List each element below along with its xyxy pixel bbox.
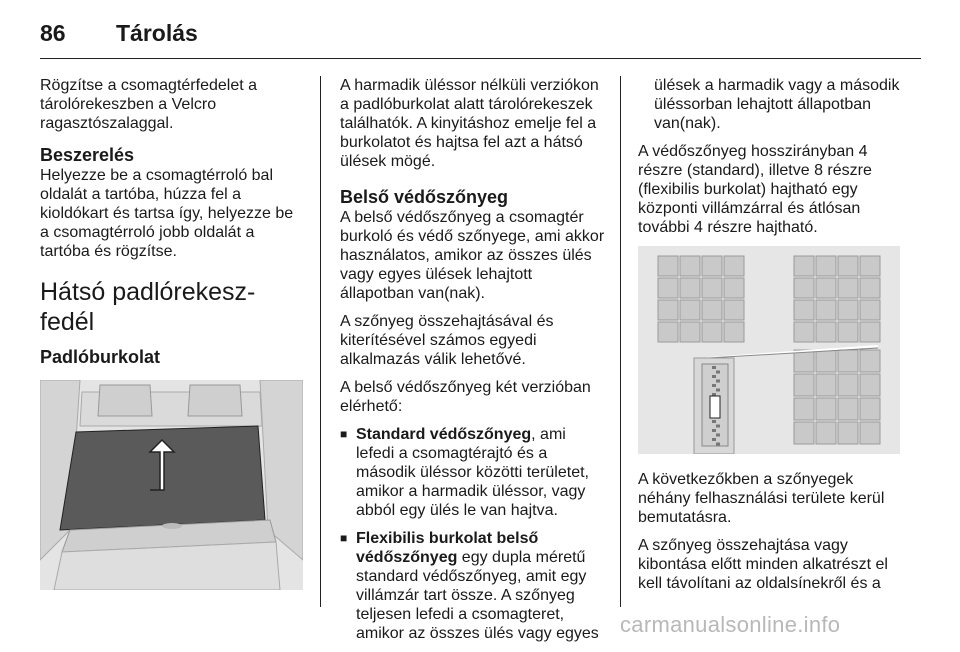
mat-panel xyxy=(860,322,880,342)
mat-panel xyxy=(724,256,744,276)
section-text: Helyezze be a csomagtérroló bal oldalát a tartóba, húzza fel a kioldókart és tartsa így, helyezze be a csomagtérroló jobb oldalát a tartóba és rögzítse. xyxy=(40,167,294,260)
mat-panel xyxy=(838,398,858,420)
zipper-tooth xyxy=(716,443,720,446)
mat-panel xyxy=(794,278,814,298)
heading-protective-mat: Belső védőszőnyeg xyxy=(340,187,509,207)
mat-illustration xyxy=(638,246,900,454)
zipper-tooth xyxy=(716,425,720,428)
zipper-tooth xyxy=(716,434,720,437)
bullet-standard-mat xyxy=(340,425,606,520)
mat-panel xyxy=(702,300,722,320)
paragraph-removal: A szőnyeg összehajtása vagy kibontása előtt minden alkatrészt el kell távolítani az oldalsínekről és a xyxy=(638,537,888,592)
paragraph-continued: ülések a harmadik vagy a második üléssorban lehajtott állapotban van(nak). xyxy=(654,77,900,132)
mat-panel xyxy=(702,322,722,342)
bullet-flexible-mat xyxy=(340,529,606,643)
header-divider xyxy=(40,58,921,59)
zipper-tooth xyxy=(712,366,716,369)
mat-panel xyxy=(860,374,880,396)
mat-panel xyxy=(794,350,814,372)
mat-panel xyxy=(794,256,814,276)
zipper-tooth xyxy=(712,438,716,441)
mat-panel xyxy=(658,322,678,342)
page-header xyxy=(40,14,920,54)
paragraph-mat-folding: A szőnyeg összehajtásával és kiterítésével számos egyedi alkalmazás válik lehetővé. xyxy=(340,313,554,368)
column-3 xyxy=(638,76,904,602)
mat-panel xyxy=(816,350,836,372)
mat-panel xyxy=(794,398,814,420)
mat-panel xyxy=(702,256,722,276)
mat-panel xyxy=(794,374,814,396)
mat-panel xyxy=(816,278,836,298)
mat-panel xyxy=(658,300,678,320)
mat-panel xyxy=(838,322,858,342)
column-divider-2 xyxy=(620,76,621,607)
section-title-beszereles: Beszerelés xyxy=(40,145,135,165)
mat-panel xyxy=(838,422,858,444)
mat-panel xyxy=(816,398,836,420)
mat-panel xyxy=(794,300,814,320)
mat-panel xyxy=(794,422,814,444)
mat-panel xyxy=(838,300,858,320)
trunk-illustration xyxy=(40,380,303,590)
page-title: Tárolás xyxy=(116,20,198,46)
bullet-flexible-text: egy dupla méretű standard védőszőnyeg, amit egy villámzár tart össze. A szőnyeg teljesen lefedi a csomagteret, amikor az összes ülés vagy egyes xyxy=(356,549,599,642)
subheading-floor-panel: Padlóburkolat xyxy=(40,347,161,367)
mat-panel xyxy=(816,300,836,320)
zipper-tooth xyxy=(712,384,716,387)
paragraph-fold-parts: A védőszőnyeg hosszirányban 4 részre (standard), illetve 8 részre (flexibilis burkolat) hajtható egy központi villámzárral és átlósan további 4 részre hajtható. xyxy=(638,143,872,236)
paragraph-mat-versions: A belső védőszőnyeg két verzióban elérhető: xyxy=(340,379,591,415)
column-2 xyxy=(340,76,606,652)
paragraph-storage: A harmadik üléssor nélküli verziókon a padlóburkolat alatt tárolórekeszek találhatók. A kinyitáshoz emelje fel a burkolatot és hajtsa fel azt a hátsó ülések mögé. xyxy=(340,77,599,170)
mat-panel xyxy=(680,278,700,298)
zipper-tooth xyxy=(716,371,720,374)
zipper-tooth xyxy=(712,420,716,423)
mat-panel xyxy=(724,278,744,298)
zipper-tooth xyxy=(716,389,720,392)
mat-panel xyxy=(860,350,880,372)
zipper-tooth xyxy=(716,380,720,383)
mat-panel xyxy=(680,300,700,320)
mat-panel xyxy=(816,422,836,444)
bullet-flexible-title: Flexibilis burkolat belső védőszőnyeg xyxy=(356,530,539,566)
column-divider-1 xyxy=(320,76,321,607)
mat-panel xyxy=(838,278,858,298)
bullet-standard-text: , ami lefedi a csomagtérajtó és a második üléssor közötti területet, amikor a harmadik üléssor, vagy abból egy ülés le van hajtva. xyxy=(356,426,589,519)
mat-panel xyxy=(838,350,858,372)
mat-panel xyxy=(860,300,880,320)
paragraph-mat-description: A belső védőszőnyeg a csomagtér burkoló és védő szőnyege, ami akkor használatos, amikor az összes ülés vagy egyes ülések lehajtott állapotban van(nak). xyxy=(340,209,605,302)
zipper-tooth xyxy=(712,375,716,378)
mat-panel xyxy=(860,422,880,444)
mat-panel xyxy=(702,278,722,298)
column-1 xyxy=(40,76,306,590)
mat-panel xyxy=(816,322,836,342)
mat-panel xyxy=(680,322,700,342)
mat-panel xyxy=(816,256,836,276)
mat-panel xyxy=(838,374,858,396)
mat-panel xyxy=(860,398,880,420)
watermark: carmanualsonline.info xyxy=(620,612,841,637)
mat-panel xyxy=(680,256,700,276)
page-number: 86 xyxy=(40,20,66,46)
mat-panel xyxy=(860,256,880,276)
mat-panel xyxy=(658,256,678,276)
intro-text: Rögzítse a csomagtérfedelet a tárolórekeszben a Velcro ragasztószalaggal. xyxy=(40,77,258,132)
bullet-standard-title: Standard védőszőnyeg xyxy=(356,426,532,443)
mat-panel xyxy=(838,256,858,276)
paragraph-usage: A következőkben a szőnyegek néhány felhasználási területe kerül bemutatásra. xyxy=(638,471,885,526)
mat-panel xyxy=(724,322,744,342)
zipper-tooth xyxy=(712,429,716,432)
mat-panel xyxy=(724,300,744,320)
mat-panel xyxy=(794,322,814,342)
mat-panel xyxy=(816,374,836,396)
mat-panel xyxy=(860,278,880,298)
heading-floor-cover: Hátsó padlórekesz-fedél xyxy=(40,278,256,336)
mat-panel xyxy=(658,278,678,298)
